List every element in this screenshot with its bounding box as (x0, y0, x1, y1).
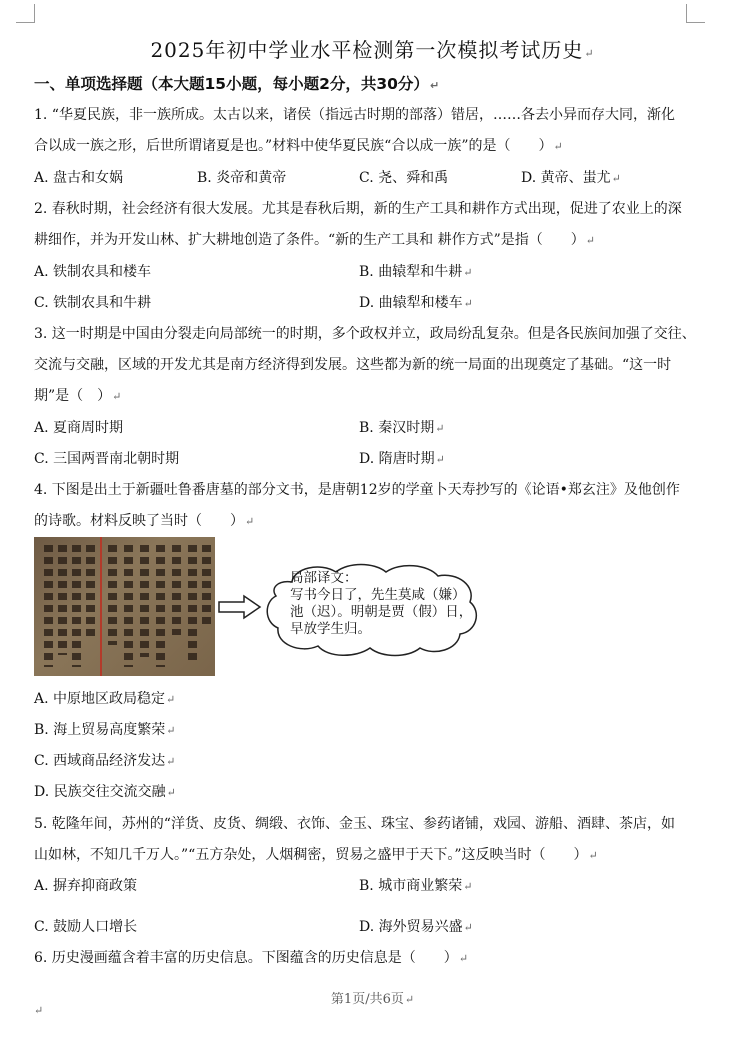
q2-option-c: C. 铁制农具和牛耕 (34, 295, 152, 311)
q3-option-c: C. 三国两晋南北朝时期 (34, 451, 180, 467)
q2-option-a: A. 铁制农具和楼车 (34, 264, 152, 280)
page-title: 2025年初中学业水平检测第一次模拟考试历史↵ (150, 38, 595, 62)
q1-stem-line-1: 1. “华夏民族，非一族所成。太古以来，诸侯（指远古时期的部落）错居，……各去小异而存大同，渐化 (34, 107, 675, 123)
q3-stem-line-2: 交流与交融，区域的开发尤其是南方经济得到发展。这些都为新的统一局面的出现奠定了基础。“这一时 (34, 357, 672, 373)
q3-option-d: D. 隋唐时期↵ (359, 451, 445, 467)
q6-stem-line-1: 6. 历史漫画蕴含着丰富的历史信息。下图蕴含的历史信息是（ ）↵ (34, 950, 469, 966)
q1-option-c: C. 尧、舜和禹 (359, 170, 449, 186)
q2-stem-line-1: 2. 春秋时期，社会经济有很大发展。尤其是春秋后期，新的生产工具和耕作方式出现，促进了农业上的深 (34, 201, 682, 217)
q3-option-b: B. 秦汉时期↵ (359, 420, 445, 436)
q2-option-b: B. 曲辕犁和牛耕↵ (359, 264, 473, 280)
cloud-translation-text: 局部译文： 写书今日了，先生莫咸（嫌） 池（迟）。明朝是贾（假）日， 早放学生归。 (290, 570, 473, 637)
q5-stem-line-2: 山如林，不知几千万人。”“五方杂处，人烟稠密，贸易之盛甲于天下。”这反映当时（ ）↵ (34, 847, 598, 863)
q2-option-d: D. 曲辕犁和楼车↵ (359, 295, 473, 311)
q1-option-b: B. 炎帝和黄帝 (197, 170, 287, 186)
crop-mark-top-right (686, 4, 705, 23)
q4-stem-line-1: 4. 下图是出土于新疆吐鲁番唐墓的部分文书，是唐朝12岁的学童卜天寿抄写的《论语•郑玄注》及他创作 (34, 482, 680, 498)
crop-mark-top-left (16, 4, 35, 23)
q5-stem-line-1: 5. 乾隆年间，苏州的“洋货、皮货、绸缎、衣饰、金玉、珠宝、参药诸铺，戏园、游船、酒肆、茶店，如 (34, 816, 675, 832)
q3-stem-line-1: 3. 这一时期是中国由分裂走向局部统一的时期，多个政权并立，政局纷乱复杂。但是各民族间加强了交往、 (34, 326, 696, 342)
manuscript-image (34, 537, 215, 676)
q4-option-d: D. 民族交往交流交融↵ (34, 784, 176, 800)
q2-stem-line-2: 耕细作，并为开发山林、扩大耕地创造了条件。“新的生产工具和 耕作方式”是指（ ）↵ (34, 232, 595, 248)
q1-stem-line-2: 合以成一族之形，后世所谓诸夏是也。”材料中使华夏民族“合以成一族”的是（ ）↵ (34, 138, 563, 154)
q4-option-c: C. 西域商品经济发达↵ (34, 753, 176, 769)
q3-option-a: A. 夏商周时期 (34, 420, 124, 436)
section-heading: 一、单项选择题（本大题15小题，每小题2分，共30分）↵ (34, 75, 440, 93)
q3-stem-line-3: 期”是（ ）↵ (34, 388, 122, 404)
page-footer: 第1页/共6页↵ (330, 992, 415, 1007)
q5-option-c: C. 鼓励人口增长 (34, 919, 138, 935)
q4-option-a: A. 中原地区政局稳定↵ (34, 691, 176, 707)
q4-stem-line-2: 的诗歌。材料反映了当时（ ）↵ (34, 513, 255, 529)
q1-option-d: D. 黄帝、蚩尤↵ (521, 170, 621, 186)
paragraph-mark: ↵ (34, 1004, 44, 1017)
q5-option-b: B. 城市商业繁荣↵ (359, 878, 473, 894)
q1-option-a: A. 盘古和女娲 (34, 170, 124, 186)
q5-option-d: D. 海外贸易兴盛↵ (359, 919, 473, 935)
q5-option-a: A. 摒弃抑商政策 (34, 878, 138, 894)
q4-option-b: B. 海上贸易高度繁荣↵ (34, 722, 176, 738)
right-arrow-icon (218, 594, 262, 620)
